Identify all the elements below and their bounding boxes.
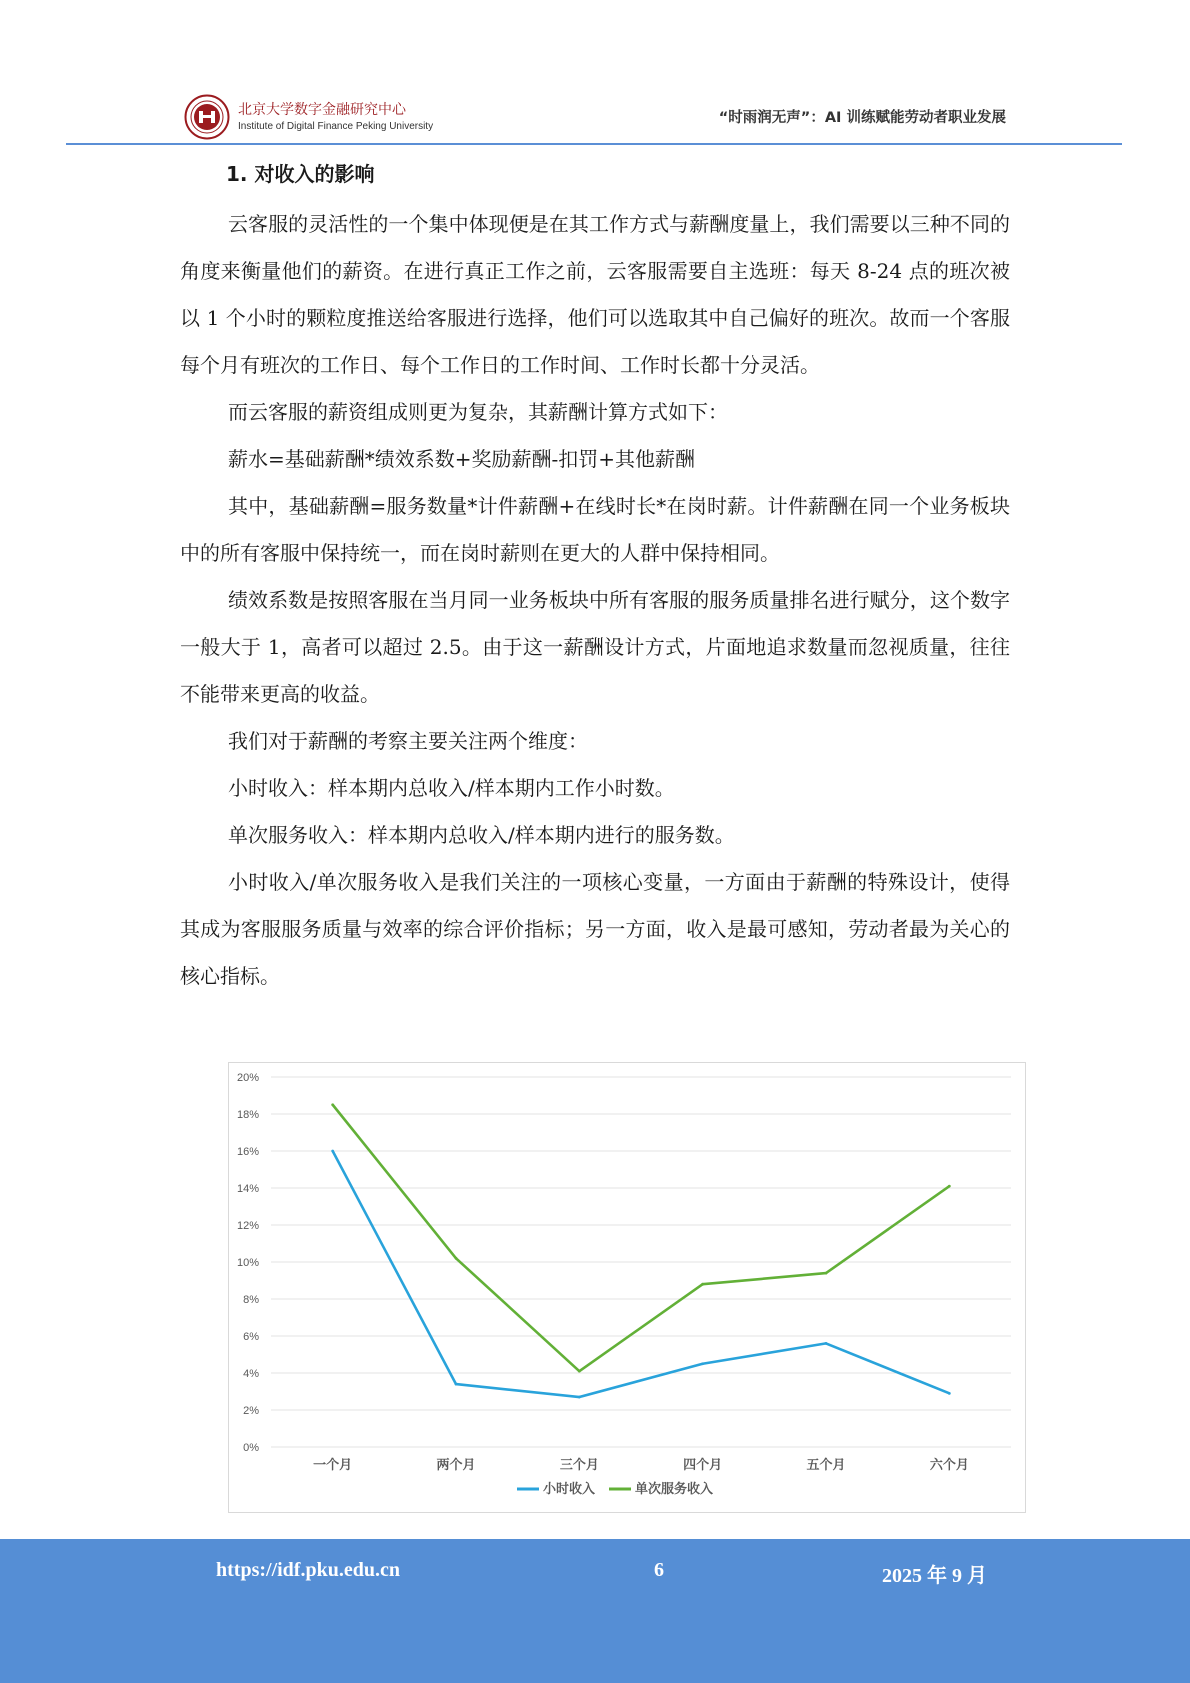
- page-header: [66, 94, 1122, 144]
- paragraph-base-salary: 其中，基础薪酬=服务数量*计件薪酬+在线时长*在岗时薪。计件薪酬在同一个业务板块中的所有客服中保持统一，而在岗时薪则在更大的人群中保持相同。: [180, 494, 1010, 565]
- data-point: [948, 1392, 951, 1395]
- data-point: [331, 1150, 334, 1153]
- x-tick-label: 一个月: [313, 1458, 353, 1473]
- org-name: [238, 102, 433, 133]
- paragraph-dimensions: 我们对于薪酬的考察主要关注两个维度：: [228, 729, 588, 753]
- data-point: [331, 1103, 334, 1106]
- definition-per-service-income: 单次服务收入：样本期内总收入/样本期内进行的服务数。: [228, 823, 735, 847]
- page-number: 6: [654, 1559, 664, 1581]
- paragraph-performance: 绩效系数是按照客服在当月同一业务板块中所有客服的服务质量排名进行赋分，这个数字一般大于 1，高者可以超过 2.5。由于这一薪酬设计方式，片面地追求数量而忽视质量，往往不能带来更高的收益。: [180, 588, 1010, 706]
- definition-hourly-income: 小时收入：样本期内总收入/样本期内工作小时数。: [228, 776, 675, 800]
- data-point: [578, 1370, 581, 1373]
- report-title: “时雨润无声”：AI 训练赋能劳动者职业发展: [718, 110, 1006, 126]
- y-tick-label: 4%: [243, 1368, 259, 1380]
- data-point: [948, 1185, 951, 1188]
- data-point: [578, 1396, 581, 1399]
- y-tick-label: 18%: [236, 1109, 259, 1121]
- paragraph-flexibility: 云客服的灵活性的一个集中体现便是在其工作方式与薪酬度量上，我们需要以三种不同的角度来衡量他们的薪资。在进行真正工作之前，云客服需要自主选班：每天 8-24 点的班次被以 1 个小时的颗粒度推送给客服进行选择，他们可以选取其中自己偏好的班次。故而一个客服每个月有班次的工作日、每个工作日的工作时间、工作时长都十分灵活。: [180, 212, 1010, 377]
- data-point: [455, 1257, 458, 1260]
- section-heading: 1. 对收入的影响: [226, 162, 375, 186]
- org-name-cn: 北京大学数字金融研究中心: [238, 102, 406, 118]
- x-tick-label: 六个月: [929, 1458, 969, 1473]
- paragraph-core-variable: 小时收入/单次服务收入是我们关注的一项核心变量，一方面由于薪酬的特殊设计，使得其成为客服服务质量与效率的综合评价指标；另一方面，收入是最可感知，劳动者最为关心的核心指标。: [180, 870, 1010, 988]
- x-tick-label: 两个月: [436, 1458, 476, 1473]
- income-line-chart: [228, 1062, 1026, 1513]
- page-footer: [0, 1539, 1190, 1683]
- paragraph-salary-intro: 而云客服的薪资组成则更为复杂，其薪酬计算方式如下：: [228, 400, 728, 424]
- data-point: [701, 1283, 704, 1286]
- footer-url[interactable]: https://idf.pku.edu.cn: [216, 1559, 400, 1581]
- y-tick-label: 14%: [236, 1183, 259, 1195]
- data-point: [825, 1342, 828, 1345]
- footer-date: 2025 年 9 月: [882, 1565, 987, 1587]
- data-point: [455, 1383, 458, 1386]
- x-tick-label: 三个月: [559, 1458, 599, 1473]
- y-tick-label: 20%: [236, 1072, 259, 1084]
- salary-formula: 薪水=基础薪酬*绩效系数+奖励薪酬-扣罚+其他薪酬: [228, 447, 696, 471]
- x-tick-label: 五个月: [806, 1458, 846, 1473]
- y-tick-label: 16%: [236, 1146, 259, 1158]
- y-tick-label: 12%: [236, 1220, 259, 1232]
- pku-logo-icon: [184, 94, 230, 140]
- y-tick-label: 0%: [243, 1442, 259, 1454]
- series-line-2: [333, 1105, 950, 1371]
- body-content: [180, 156, 1010, 1000]
- legend-label: 小时收入: [543, 1482, 596, 1497]
- y-tick-label: 10%: [236, 1257, 259, 1269]
- data-point: [825, 1272, 828, 1275]
- data-point: [701, 1362, 704, 1365]
- x-tick-label: 四个月: [683, 1458, 723, 1473]
- y-tick-label: 6%: [243, 1331, 259, 1343]
- chart-canvas: [229, 1063, 1025, 1512]
- y-tick-label: 8%: [243, 1294, 259, 1306]
- org-name-en: Institute of Digital Finance Peking University: [238, 121, 434, 132]
- y-tick-label: 2%: [243, 1405, 259, 1417]
- header-divider: [66, 143, 1122, 145]
- legend-label: 单次服务收入: [635, 1482, 714, 1497]
